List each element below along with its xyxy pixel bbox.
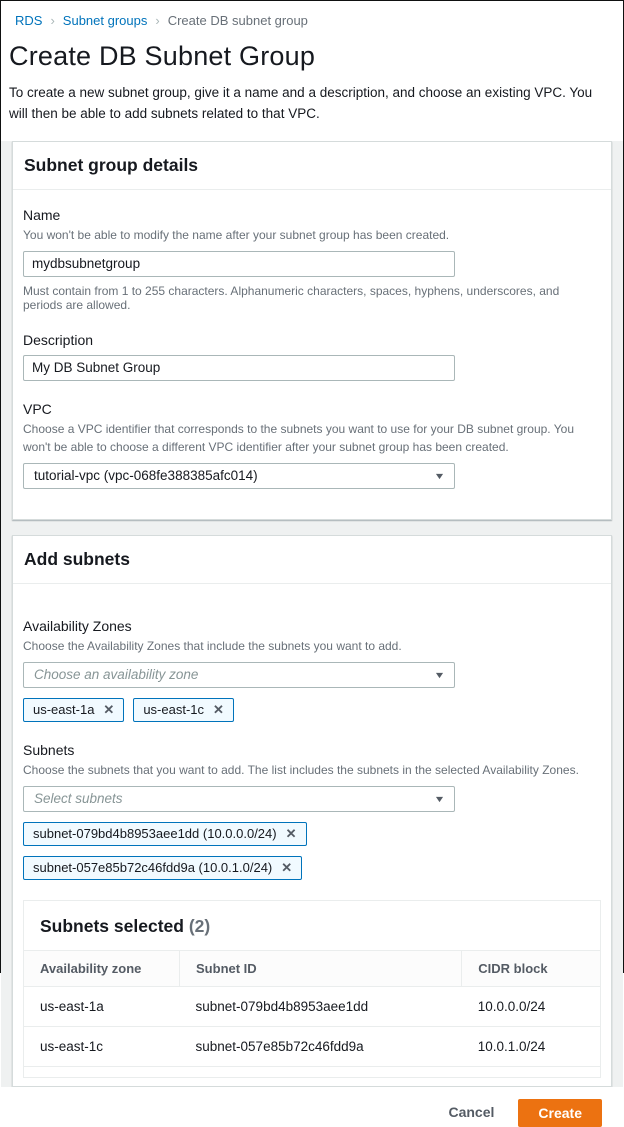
cell-cidr-block: 10.0.0.0/24 — [462, 986, 600, 1026]
remove-icon[interactable]: ✕ — [281, 859, 293, 875]
subnets-selected-header — [24, 901, 600, 951]
add-subnets-title: Add subnets — [24, 548, 130, 569]
availability-zone-chip — [133, 698, 234, 722]
subnets-selected-card — [23, 900, 601, 1078]
card-subnet-group-details — [12, 141, 612, 520]
column-header-subnet-id: Subnet ID — [180, 951, 462, 987]
table-row — [24, 986, 600, 1026]
subnets-select-placeholder: Select subnets — [34, 791, 123, 807]
page-title: Create DB Subnet Group — [9, 41, 316, 71]
subnet-chips — [23, 822, 601, 880]
page-description: To create a new subnet group, give it a name and a description, and choose an existing VPC. You will then be able to add subnets related to that VPC. — [9, 85, 593, 121]
subnets-selected-count: (2) — [188, 915, 211, 936]
remove-icon[interactable]: ✕ — [285, 825, 297, 841]
vpc-field-group — [23, 401, 601, 489]
subnet-chip-label: subnet-057e85b72c46fdd9a (10.0.1.0/24) — [33, 860, 273, 876]
availability-zones-label: Availability Zones — [23, 617, 132, 634]
form-area — [1, 141, 623, 1087]
add-subnets-header — [13, 536, 611, 584]
subnets-selected-title-text: Subnets selected — [40, 915, 184, 936]
vpc-select[interactable] — [23, 463, 455, 489]
footer-actions — [1, 1087, 623, 1127]
availability-zone-select-placeholder: Choose an availability zone — [34, 667, 199, 683]
remove-icon[interactable]: ✕ — [213, 701, 224, 717]
subnet-group-details-body — [13, 190, 611, 519]
add-subnets-body — [13, 584, 611, 1086]
chevron-down-icon: ▼ — [433, 669, 446, 680]
availability-zones-help: Choose the Availability Zones that include the subnets you want to add. — [23, 638, 402, 653]
name-field-constraint: Must contain from 1 to 255 characters. Alphanumeric characters, spaces, hyphens, underscores, and periods are allowed. — [23, 283, 560, 312]
name-field-help: You won't be able to modify the name after your subnet group has been created. — [23, 227, 450, 242]
vpc-select-value: tutorial-vpc (vpc-068fe388385afc014) — [34, 468, 258, 484]
availability-zone-select[interactable] — [23, 662, 455, 688]
availability-zones-field-group — [23, 618, 601, 722]
cell-availability-zone: us-east-1a — [24, 986, 180, 1026]
breadcrumb-item-current: Create DB subnet group — [167, 13, 308, 28]
cell-availability-zone: us-east-1c — [24, 1026, 180, 1066]
availability-zone-chip — [23, 698, 124, 722]
description-input[interactable] — [23, 355, 455, 381]
description-field-label: Description — [23, 331, 94, 348]
create-button[interactable]: Create — [518, 1099, 602, 1127]
name-field-group — [23, 207, 601, 312]
chevron-down-icon: ▼ — [433, 470, 446, 481]
cell-subnet-id: subnet-079bd4b8953aee1dd — [180, 986, 462, 1026]
subnets-selected-table — [24, 951, 600, 1067]
chevron-down-icon: ▼ — [433, 793, 446, 804]
column-header-cidr-block: CIDR block — [462, 951, 600, 987]
name-input[interactable] — [23, 251, 455, 277]
breadcrumb-separator-icon: › — [50, 13, 55, 28]
subnet-group-details-title: Subnet group details — [24, 154, 199, 175]
subnets-help: Choose the subnets that you want to add. The list includes the subnets in the selected Availability Zones. — [23, 762, 579, 777]
subnets-select[interactable] — [23, 786, 455, 812]
subnet-chip — [23, 856, 302, 880]
subnet-chip-label: subnet-079bd4b8953aee1dd (10.0.0.0/24) — [33, 826, 277, 842]
availability-zone-chip-label: us-east-1a — [33, 702, 95, 718]
breadcrumb — [15, 13, 609, 28]
cancel-button[interactable]: Cancel — [448, 1099, 494, 1125]
table-row — [24, 1026, 600, 1066]
subnets-label: Subnets — [23, 741, 75, 758]
cell-cidr-block: 10.0.1.0/24 — [462, 1026, 600, 1066]
table-header-row — [24, 951, 600, 987]
column-header-availability-zone: Availability zone — [24, 951, 180, 987]
vpc-field-label: VPC — [23, 400, 52, 417]
breadcrumb-item-subnet-groups[interactable]: Subnet groups — [62, 13, 148, 28]
cell-subnet-id: subnet-057e85b72c46fdd9a — [180, 1026, 462, 1066]
availability-zone-chip-label: us-east-1c — [143, 702, 205, 718]
remove-icon[interactable]: ✕ — [103, 701, 115, 717]
description-field-group — [23, 332, 601, 381]
breadcrumb-item-rds[interactable]: RDS — [15, 13, 43, 28]
breadcrumb-separator-icon: › — [155, 13, 160, 28]
subnet-group-details-header — [13, 142, 611, 190]
subnets-field-group — [23, 742, 601, 880]
subnet-chip — [23, 822, 307, 846]
page-header — [1, 1, 623, 125]
card-add-subnets — [12, 535, 612, 1087]
availability-zone-chips — [23, 698, 601, 722]
table-bottom-padding — [24, 1067, 600, 1077]
subnets-selected-title — [40, 916, 210, 936]
vpc-field-help: Choose a VPC identifier that corresponds to the subnets you want to use for your DB subnet group. You won't be able to choose a different VPC identifier after your subnet group has been created. — [23, 421, 575, 454]
name-field-label: Name — [23, 206, 61, 223]
